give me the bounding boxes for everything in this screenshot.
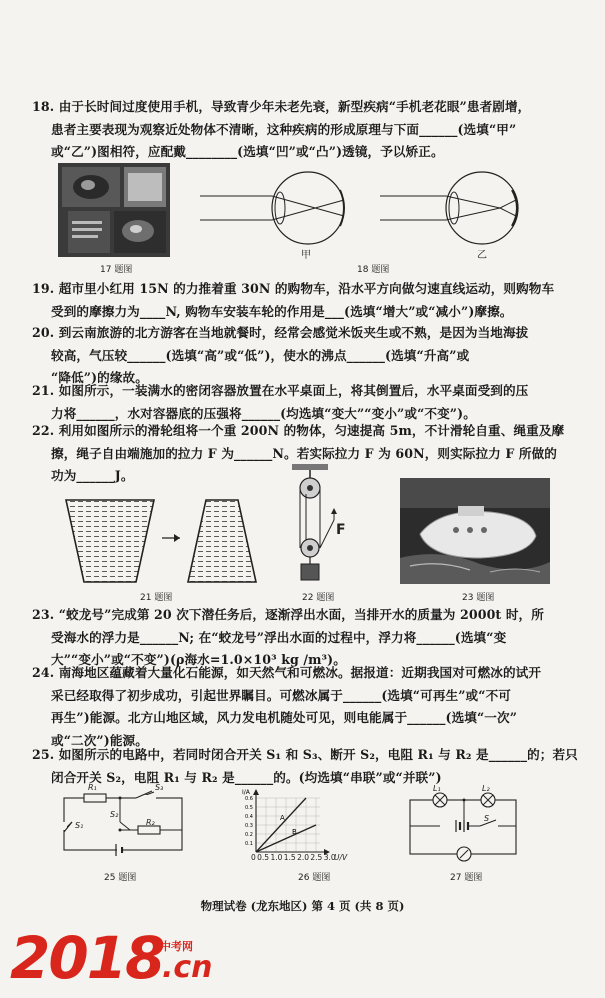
q23-line-3: 大”“变小”或“不变”)(ρ海水=1.0×10³ kg /m³)。 — [51, 652, 346, 668]
fig26-xticks: 0 0.5 1.0 1.5 2.0 2.5 3.0 — [251, 853, 336, 862]
figure-21-caption: 21 题图 — [140, 593, 173, 603]
force-label: F — [336, 522, 346, 538]
question-21 — [32, 380, 590, 425]
fig26-ytick-1: 0.6 — [245, 796, 253, 802]
figure-18-caption: 18 题图 — [357, 265, 390, 275]
q25-line-1: 25. 如图所示的电路中，若同时闭合开关 S₁ 和 S₃、断开 S₂，电阻 R₁ 与 R₂ 是______的；若只 — [32, 747, 578, 762]
fig26-line-b-label: B — [292, 828, 297, 836]
fig26-line-a-label: A — [280, 814, 285, 822]
page-footer: 物理试卷 (龙东地区) 第 4 页 (共 8 页) — [200, 899, 405, 913]
fig26-ytick-3: 0.4 — [245, 814, 253, 820]
q18-line-2: 患者主要表现为观察近处物体不清晰，这种疾病的形成原理与下面______(选填“甲” — [51, 121, 517, 137]
eye-diagram-b — [380, 172, 518, 244]
q19-line-2: 受到的摩擦力为____N, 购物车安装车轮的作用是___(选填“增大”或“减小”)摩擦。 — [51, 303, 513, 319]
q18-line-3: 或“乙”)图相符，应配戴________(选填“凹”或“凸”)透镜，予以矫正。 — [51, 144, 444, 160]
figure-23-caption: 23 题图 — [462, 593, 495, 603]
watermark-domain: .cn — [162, 950, 213, 985]
q19-line-1: 19. 超市里小红用 15N 的力推着重 30N 的购物车，沿水平方向做匀速直线运动，则购物车 — [32, 281, 555, 296]
figure-26-caption: 26 题图 — [298, 873, 331, 883]
eye-diagram-a — [200, 172, 344, 244]
q24-line-4: 或“二次”)能源。 — [51, 732, 148, 748]
q20-line-2: 较高，气压较______(选填“高”或“低”)，使水的沸点______(选填“升高”或 — [51, 347, 470, 363]
figure-18-eyes — [200, 160, 550, 260]
q22-line-3: 功为______J。 — [51, 468, 134, 484]
question-24 — [32, 662, 590, 752]
figure-25-caption: 25 题图 — [104, 873, 137, 883]
figure-22-caption: 22 题图 — [302, 593, 335, 603]
figure-23-submarine-photo — [400, 478, 550, 584]
fig25-label-r1: R₁ — [88, 783, 97, 792]
fig26-ytick-6: 0.1 — [245, 841, 253, 847]
question-25 — [32, 744, 590, 789]
q22-line-1: 22. 利用如图所示的滑轮组将一个重 200N 的物体，匀速提高 5m，不计滑轮自重、绳重及摩 — [32, 423, 565, 438]
q22-line-2: 擦，绳子自由端施加的拉力 F 为______N。若实际拉力 F 为 60N，则实际拉力 F 所做的 — [51, 445, 557, 461]
figure-17-photo — [58, 163, 170, 257]
fig26-ytick-5: 0.2 — [245, 832, 253, 838]
figure-21-containers — [62, 494, 258, 586]
fig26-ytick-2: 0.5 — [245, 805, 253, 811]
q23-line-2: 受海水的浮力是______N; 在“蛟龙号”浮出水面的过程中，浮力将______(选填“变 — [51, 629, 507, 645]
fig25-label-s3: S₃ — [155, 783, 164, 792]
q23-line-1: 23. “蛟龙号”完成第 20 次下潜任务后，逐渐浮出水面，当排开水的质量为 2000t 时，所 — [32, 607, 544, 622]
fig25-label-s2: S₂ — [110, 810, 119, 819]
question-18 — [32, 96, 590, 164]
fig25-label-r2: R₂ — [146, 818, 155, 827]
q20-line-3: “降低”)的缘故。 — [51, 370, 148, 386]
watermark-year: 2018 — [10, 924, 164, 992]
q18-line-1: 18. 由于长时间过度使用手机，导致青少年未老先衰，新型疾病“手机老花眼”患者剧增， — [32, 99, 531, 114]
q24-line-1: 24. 南海地区蕴藏着大量化石能源，如天然气和可燃冰。据报道：近期我国对可燃冰的试开 — [32, 665, 542, 680]
figure-27-caption: 27 题图 — [450, 873, 483, 883]
question-19 — [32, 278, 590, 323]
q24-line-2: 采已经取得了初步成功，引起世界瞩目。可燃冰属于______(选填“可再生”或“不可 — [51, 687, 511, 703]
q21-line-2: 力将______，水对容器底的压强将______(均选填“变大”“变小”或“不变”)。 — [51, 405, 476, 421]
fig25-label-s1: S₁ — [75, 821, 84, 830]
fig18-label-a: 甲 — [301, 250, 311, 261]
fig18-label-b: 乙 — [477, 250, 487, 261]
fig27-label-s: S — [484, 814, 490, 823]
fig27-label-l2: L₂ — [482, 784, 490, 793]
q25-line-2: 闭合开关 S₂，电阻 R₁ 与 R₂ 是______的。(均选填“串联”或“并联”) — [51, 769, 442, 785]
watermark-site-name: 中考网 — [160, 940, 193, 953]
figure-17-caption: 17 题图 — [100, 265, 133, 275]
fig27-label-l1: L₁ — [433, 784, 441, 793]
q21-line-1: 21. 如图所示，一装满水的密闭容器放置在水平桌面上，将其倒置后，水平桌面受到的压 — [32, 383, 529, 398]
fig26-xaxis-label: U/V — [334, 853, 348, 862]
q24-line-3: 再生”)能源。北方山地区域，风力发电机随处可见，则电能属于______(选填“一次” — [51, 710, 518, 726]
q20-line-1: 20. 到云南旅游的北方游客在当地就餐时，经常会感觉米饭夹生或不熟，是因为当地海拔 — [32, 325, 529, 340]
svg-text:I/A: I/A — [242, 789, 250, 796]
figure-27-lamp-circuit — [404, 786, 522, 862]
fig26-ytick-4: 0.3 — [245, 823, 253, 829]
